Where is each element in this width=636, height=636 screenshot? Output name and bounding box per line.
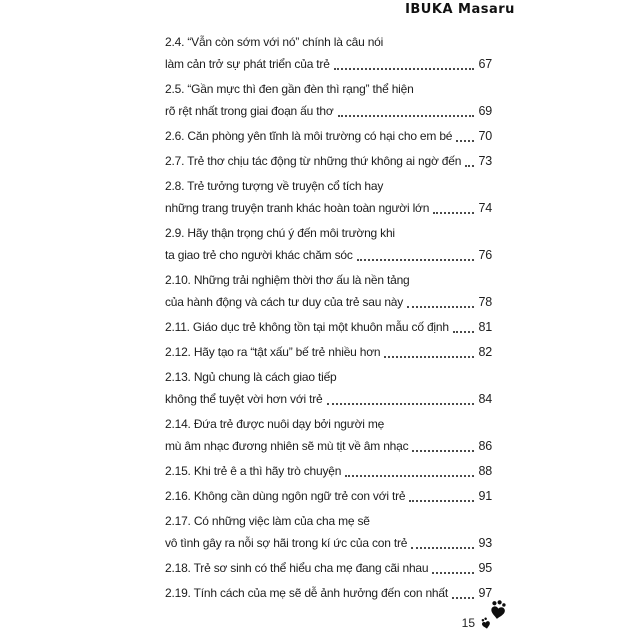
toc-entry — [165, 557, 492, 579]
toc-line — [165, 244, 492, 266]
toc-entry-text: của hành động và cách tư duy của trẻ sau này — [165, 295, 404, 309]
toc-line — [165, 316, 492, 338]
page-footer — [438, 598, 508, 634]
dot-leader — [409, 500, 474, 502]
paw-prints-icon — [478, 598, 508, 634]
toc-entry-text: 2.11. Giáo dục trẻ không tồn tại một khuôn mẫu cố định — [165, 320, 449, 334]
toc-entry-text: 2.7. Trẻ thơ chịu tác động từ những thứ không ai ngờ đến — [165, 154, 462, 168]
toc-page-number: 86 — [478, 439, 492, 453]
toc-line — [165, 31, 492, 53]
toc-entry-text: 2.13. Ngủ chung là cách giao tiếp — [165, 370, 337, 384]
toc-entry-text: 2.17. Có những việc làm của cha mẹ sẽ — [165, 514, 370, 528]
toc-line — [165, 510, 492, 532]
toc-line — [165, 532, 492, 554]
dot-leader — [407, 306, 474, 308]
toc-line — [165, 460, 492, 482]
toc-line — [165, 125, 492, 147]
table-of-contents — [165, 31, 492, 607]
toc-line — [165, 222, 492, 244]
toc-entry-text: 2.8. Trẻ tưởng tượng về truyện cổ tích hay — [165, 179, 384, 193]
toc-entry-text: không thể tuyệt vời hơn với trẻ — [165, 392, 323, 406]
toc-line — [165, 269, 492, 291]
toc-line — [165, 413, 492, 435]
toc-line — [165, 485, 492, 507]
dot-leader — [432, 572, 474, 574]
toc-line — [165, 435, 492, 457]
toc-entry — [165, 31, 492, 75]
toc-page-number: 67 — [478, 57, 492, 71]
toc-line — [165, 78, 492, 100]
toc-page-number: 70 — [478, 129, 492, 143]
toc-entry-text: 2.15. Khi trẻ ê a thì hãy trò chuyện — [165, 464, 342, 478]
dot-leader — [411, 547, 474, 549]
toc-entry-text: làm cản trở sự phát triển của trẻ — [165, 57, 330, 71]
dot-leader — [345, 475, 474, 477]
toc-entry-text: 2.16. Không cần dùng ngôn ngữ trẻ con với trẻ — [165, 489, 406, 503]
toc-entry — [165, 269, 492, 313]
toc-entry-text: 2.10. Những trải nghiệm thời thơ ấu là nền tảng — [165, 273, 410, 287]
toc-line — [165, 341, 492, 363]
toc-entry-text: 2.5. “Gần mực thì đen gần đèn thì rạng” thể hiện — [165, 82, 414, 96]
toc-page-number: 88 — [478, 464, 492, 478]
toc-page-number: 82 — [478, 345, 492, 359]
toc-line — [165, 557, 492, 579]
toc-entry-text: 2.6. Căn phòng yên tĩnh là môi trường có hại cho em bé — [165, 129, 453, 143]
toc-page-number: 73 — [478, 154, 492, 168]
toc-entry-text: mù âm nhạc đương nhiên sẽ mù tịt về âm nhạc — [165, 439, 409, 453]
toc-line — [165, 388, 492, 410]
toc-entry — [165, 366, 492, 410]
running-header-author: IBUKA Masaru — [405, 2, 515, 17]
toc-page-number: 76 — [478, 248, 492, 262]
toc-entry-text: ta giao trẻ cho người khác chăm sóc — [165, 248, 353, 262]
toc-line — [165, 175, 492, 197]
toc-entry-text: 2.12. Hãy tạo ra “tật xấu” bế trẻ nhiều hơn — [165, 345, 381, 359]
toc-page-number: 84 — [478, 392, 492, 406]
dot-leader — [456, 140, 474, 142]
toc-page-number: 78 — [478, 295, 492, 309]
dot-leader — [334, 68, 475, 70]
dot-leader — [327, 403, 475, 405]
toc-entry — [165, 460, 492, 482]
dot-leader — [453, 331, 475, 333]
toc-page-number: 95 — [478, 561, 492, 575]
toc-line — [165, 150, 492, 172]
dot-leader — [384, 356, 474, 358]
toc-page-number: 74 — [478, 201, 492, 215]
toc-line — [165, 53, 492, 75]
toc-entry-text: 2.18. Trẻ sơ sinh có thể hiểu cha mẹ đang cãi nhau — [165, 561, 429, 575]
toc-line — [165, 100, 492, 122]
dot-leader — [412, 450, 474, 452]
toc-page-number: 91 — [478, 489, 492, 503]
toc-entry-text: những trang truyện tranh khác hoàn toàn người lớn — [165, 201, 430, 215]
toc-entry — [165, 510, 492, 554]
toc-page-number: 97 — [478, 586, 492, 600]
toc-page-number: 81 — [478, 320, 492, 334]
dot-leader — [338, 115, 475, 117]
dot-leader — [433, 212, 474, 214]
toc-entry-text: rõ rệt nhất trong giai đoạn ấu thơ — [165, 104, 334, 118]
toc-entry — [165, 222, 492, 266]
toc-entry — [165, 150, 492, 172]
toc-line — [165, 291, 492, 313]
toc-page-number: 69 — [478, 104, 492, 118]
toc-entry — [165, 78, 492, 122]
toc-entry-text: 2.19. Tính cách của mẹ sẽ dễ ảnh hưởng đến con nhất — [165, 586, 449, 600]
toc-line — [165, 197, 492, 219]
toc-entry — [165, 125, 492, 147]
toc-page-number: 93 — [478, 536, 492, 550]
dot-leader — [357, 259, 475, 261]
toc-entry-text: 2.9. Hãy thận trọng chú ý đến môi trường khi — [165, 226, 395, 240]
toc-entry-text: 2.14. Đứa trẻ được nuôi dạy bởi người mẹ — [165, 417, 385, 431]
dot-leader — [465, 165, 474, 167]
toc-entry — [165, 413, 492, 457]
toc-entry — [165, 316, 492, 338]
folio-page-number: 15 — [461, 616, 475, 630]
toc-entry — [165, 175, 492, 219]
toc-entry — [165, 485, 492, 507]
toc-entry-text: vô tình gây ra nỗi sợ hãi trong kí ức của con trẻ — [165, 536, 408, 550]
toc-entry-text: 2.4. “Vẫn còn sớm với nó” chính là câu nói — [165, 35, 384, 49]
toc-entry — [165, 341, 492, 363]
toc-line — [165, 366, 492, 388]
